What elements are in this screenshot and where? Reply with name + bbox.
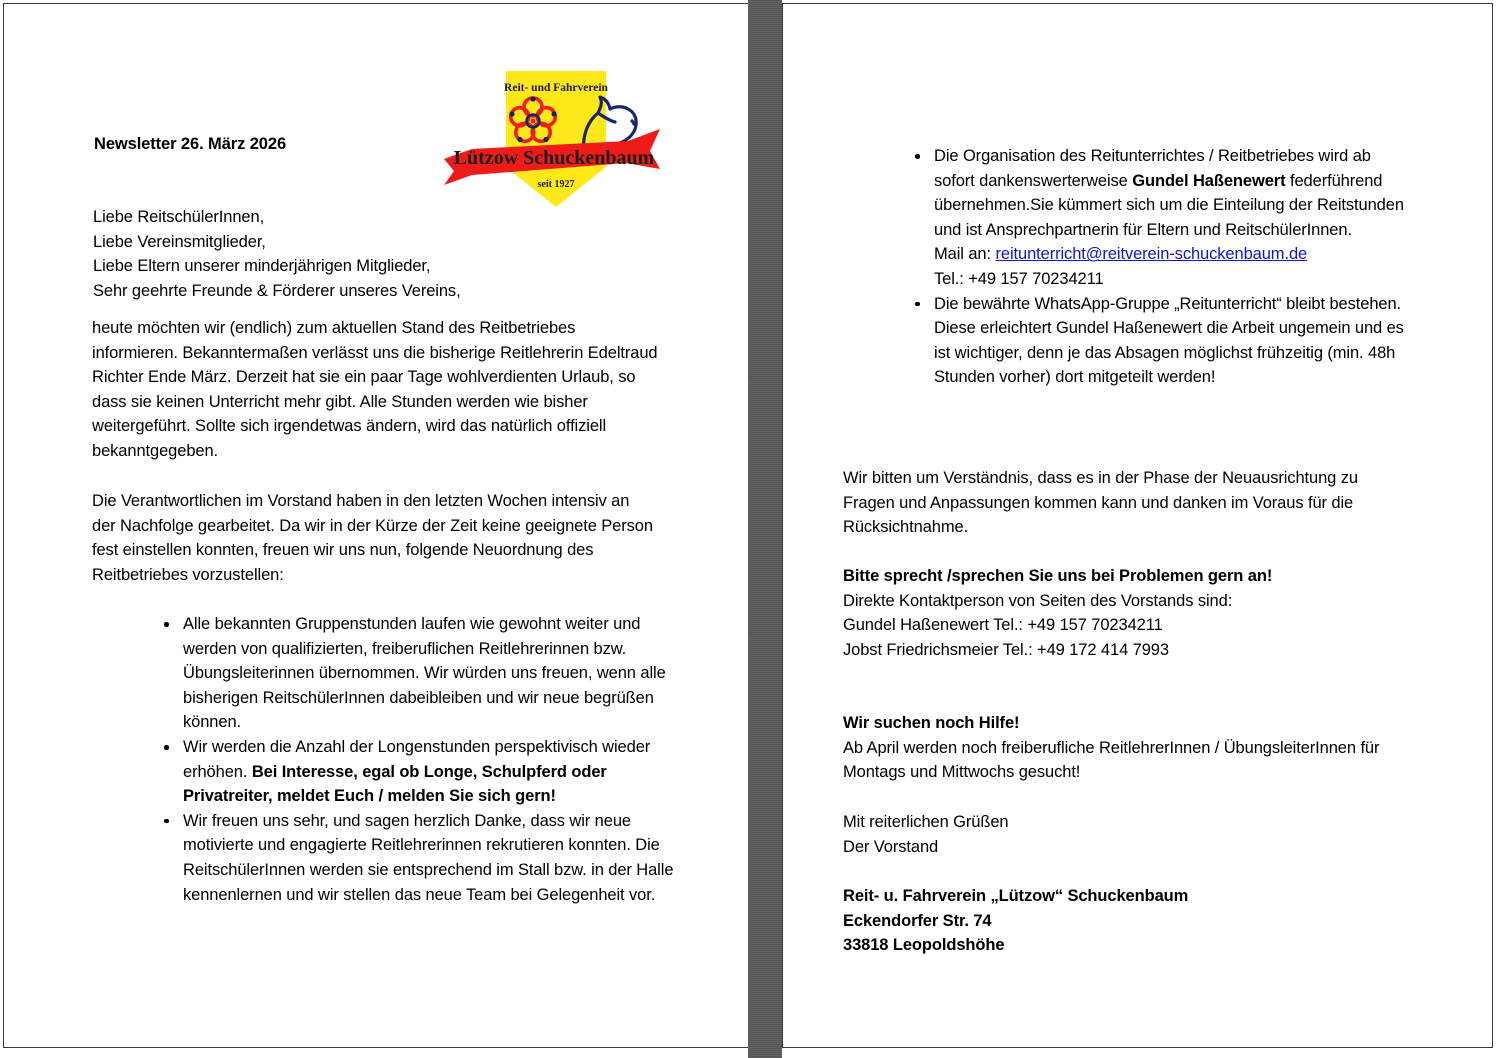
salutation-line-2: Liebe Vereinsmitglieder,: [93, 232, 266, 251]
bullet-dot-icon: [164, 745, 169, 750]
page-2: [782, 3, 1493, 1048]
bullet-bold-name: Gundel Haßenewert: [1132, 171, 1286, 190]
contact-heading: Bitte sprecht /sprechen Sie uns bei Problemen gern an!: [843, 567, 1273, 585]
list-item: [907, 292, 1412, 390]
help-heading: Wir suchen noch Hilfe!: [843, 714, 1020, 732]
address-line-2: Eckendorfer Str. 74: [843, 911, 992, 930]
salutation-line-1: Liebe ReitschülerInnen,: [93, 208, 265, 226]
help-wanted-block: [843, 711, 1443, 785]
contact-block: [843, 564, 1443, 662]
regards-line-2: Der Vorstand: [843, 837, 939, 856]
board-paragraph: Die Verantwortlichen im Vorstand haben in den letzten Wochen intensiv an der Nachfolge gearbeitet. Da wir in der Kürze der Zeit keine geeignete Person fest einstellen konnten, freuen wir uns nun, folgende Neuordnung des Reitbetriebes vorzustellen:: [92, 492, 653, 584]
bullet-text-part2: federführend übernehmen.Sie kümmert sich um die Einteilung der Reitstunden und ist Ansprechpartnerin für Eltern und ReitschülerInnen.: [934, 171, 1404, 239]
address-block: [843, 884, 1443, 958]
bullet-dot-icon: [164, 819, 169, 824]
svg-text:Reit- und Fahrverein: Reit- und Fahrverein: [504, 82, 608, 94]
bullet-text-part1: Die Organisation des Reitunterrichtes / Reitbetriebes wird ab sofort dankenswerterweise: [934, 147, 1371, 190]
left-bullet-list: [156, 612, 676, 907]
page-1: [3, 3, 749, 1048]
bullet-dot-icon: [915, 154, 920, 159]
right-bullet-list: [907, 144, 1412, 390]
understanding-paragraph: Wir bitten um Verständnis, dass es in der Phase der Neuausrichtung zu Fragen und Anpassungen kommen kann und danken im Voraus für die Rücksichtnahme.: [843, 469, 1358, 537]
help-body: Ab April werden noch freiberufliche ReitlehrerInnen / ÜbungsleiterInnen für Montags und Mittwochs gesucht!: [843, 738, 1380, 782]
bullet-dot-icon: [164, 622, 169, 627]
address-line-3: 33818 Leopoldshöhe: [843, 936, 1005, 955]
salutation-block: [93, 205, 653, 303]
bullet-text: Wir freuen uns sehr, und sagen herzlich Danke, dass wir neue motivierte und engagierte Reitlehrerinnen rekrutieren konnten. Die ReitschülerInnen werden sie entsprechend im Stall bzw. in der Halle kennenlernen und wir stellen das neue Team bei Gelegenheit vor.: [183, 811, 674, 904]
bullet-text: Alle bekannten Gruppenstunden laufen wie gewohnt weiter und werden von qualifizierten, freiberuflichen Reitlehrerinnen bzw. Übungsleiterinnen übernommen. Wir würden uns freuen, wenn alle bisherigen ReitschülerInnen dabeibleiben und wir neue begrüßen können.: [183, 615, 666, 732]
regards-block: [843, 810, 1443, 859]
svg-text:seit 1927: seit 1927: [537, 179, 575, 190]
salutation-line-3: Liebe Eltern unserer minderjährigen Mitglieder,: [93, 257, 431, 276]
email-link[interactable]: reitunterricht@reitverein-schuckenbaum.de: [995, 245, 1308, 264]
salutation-line-4: Sehr geehrte Freunde & Förderer unseres Vereins,: [93, 281, 461, 300]
list-item: [156, 612, 676, 735]
club-logo: [438, 59, 666, 211]
regards-line-1: Mit reiterlichen Grüßen: [843, 813, 1009, 831]
bullet-text: Die bewährte WhatsApp-Gruppe „Reitunterricht“ bleibt bestehen. Diese erleichtert Gundel Haßenewert die Arbeit ungemein und es ist wichtiger, denn je das Absagen möglichst frühzeitig (min. 48h Stunden vorher) dort mitgeteilt werden!: [934, 294, 1404, 387]
phone-line: Tel.: +49 157 70234211: [934, 269, 1104, 288]
list-item: [156, 735, 676, 809]
page-title: Newsletter 26. März 2026: [94, 135, 287, 153]
bullet-text: Wir werden die Anzahl der Longenstunden perspektivisch wieder erhöhen.: [183, 737, 651, 781]
page-gutter: [748, 0, 782, 1058]
list-item: [907, 144, 1412, 292]
svg-text:Lützow Schuckenbaum: Lützow Schuckenbaum: [453, 147, 655, 169]
contact-person-2: Jobst Friedrichsmeier Tel.: +49 172 414 7993: [843, 640, 1169, 659]
address-line-1: Reit- u. Fahrverein „Lützow“ Schuckenbaum: [843, 887, 1189, 905]
list-item: [156, 809, 676, 907]
mail-label: Mail an:: [934, 245, 996, 264]
contact-person-1: Gundel Haßenewert Tel.: +49 157 70234211: [843, 616, 1163, 635]
bullet-text-bold: Bei Interesse, egal ob Longe, Schulpferd oder Privatreiter, meldet Euch / melden Sie sich gern!: [183, 762, 607, 806]
contact-intro: Direkte Kontaktperson von Seiten des Vorstands sind:: [843, 591, 1233, 610]
bullet-dot-icon: [915, 302, 920, 307]
intro-paragraph: heute möchten wir (endlich) zum aktuellen Stand des Reitbetriebes informieren. Bekanntermaßen verlässt uns die bisherige Reitlehrerin Edeltraud Richter Ende März. Derzeit hat sie ein paar Tage wohlverdienten Urlaub, so dass sie keinen Unterricht mehr gibt. Alle Stunden werden wie bisher weitergeführt. Sollte sich irgendetwas ändern, wird das natürlich offiziell bekanntgegeben.: [92, 319, 658, 460]
